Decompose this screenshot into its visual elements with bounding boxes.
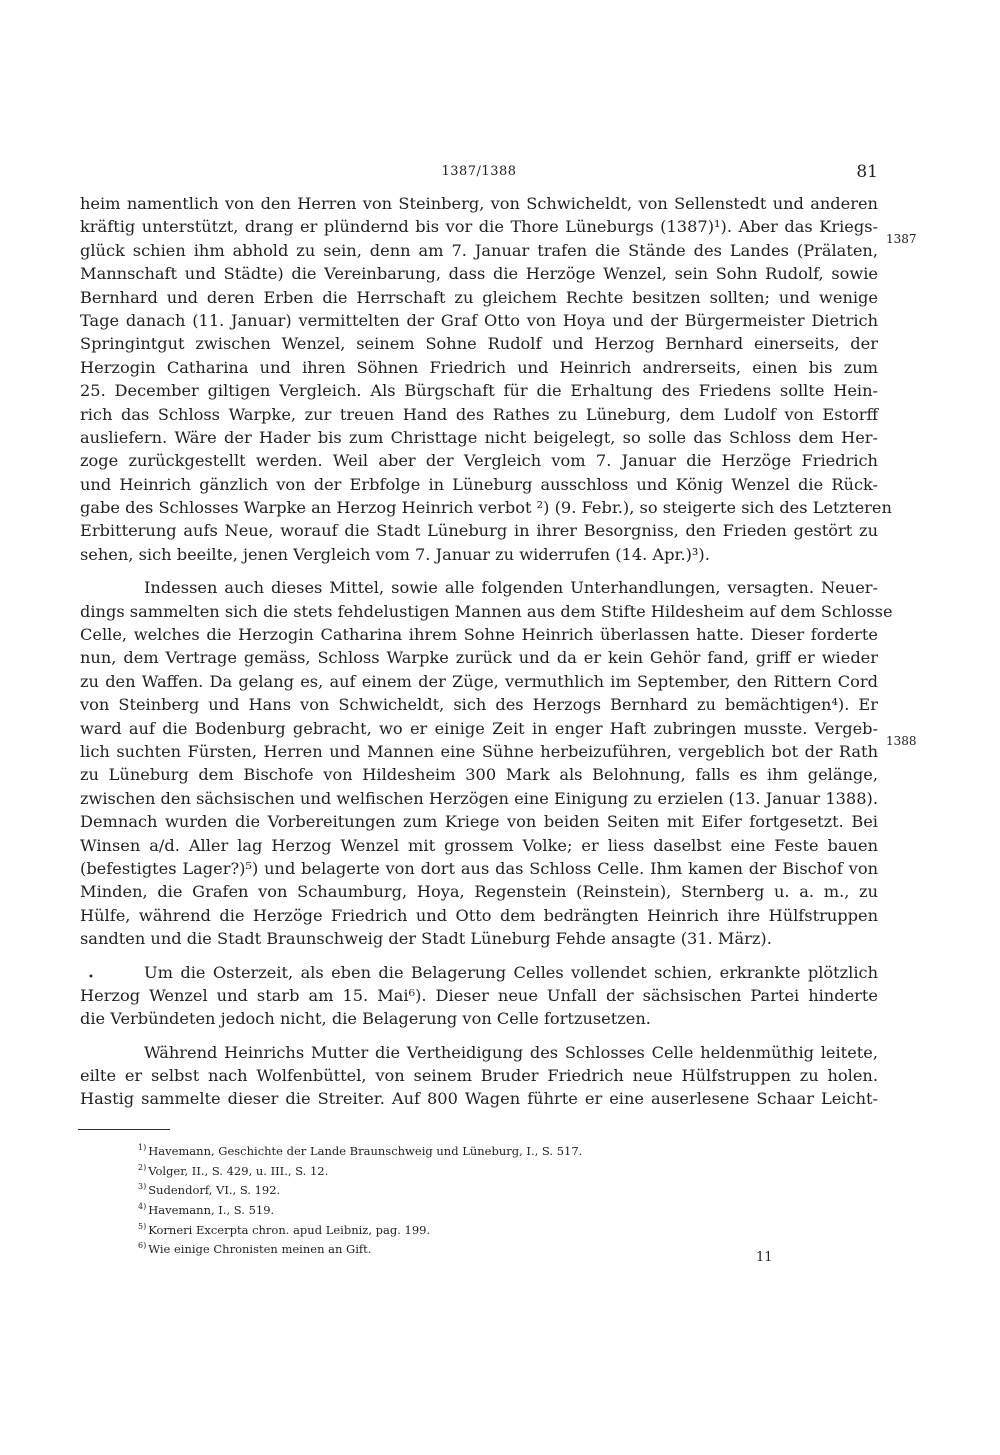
page-number: 81	[856, 162, 878, 182]
text-line: und Heinrich gänzlich von der Erbfolge in Lüneburg ausschloss und König Wenzel die Rück-	[80, 474, 878, 494]
text-line: Herzog Wenzel und starb am 15. Mai⁶). Dieser neue Unfall der sächsischen Partei hinderte	[80, 985, 878, 1005]
text-line: von Steinberg und Hans von Schwicheldt, sich des Herzogs Bernhard zu bemächtigen⁴). Er	[80, 695, 878, 715]
margin-note-year: 1388	[886, 734, 917, 748]
text-line: zwischen den sächsischen und welfischen Herzögen eine Einigung zu erzielen (13. Januar 1388).	[80, 788, 878, 808]
text-line: zoge zurückgestellt werden. Weil aber der Vergleich vom 7. Januar die Herzöge Friedrich	[80, 451, 878, 471]
text-line: Erbitterung aufs Neue, worauf die Stadt Lüneburg in ihrer Besorgniss, den Frieden gestört zu	[80, 521, 878, 541]
footnote-text: Sudendorf, VI., S. 192.	[148, 1183, 281, 1198]
footnote	[138, 1199, 738, 1219]
text-line: Minden, die Grafen von Schaumburg, Hoya, Regenstein (Reinstein), Sternberg u. a. m., zu	[80, 882, 878, 902]
footnote	[138, 1140, 738, 1160]
text-line: eilte er selbst nach Wolfenbüttel, von seinem Bruder Friedrich neue Hülfstruppen zu holen.	[80, 1066, 878, 1086]
text-line: Winsen a/d. Aller lag Herzog Wenzel mit grossem Volke; er liess daselbst eine Feste bauen	[80, 835, 878, 855]
text-line: sehen, sich beeilte, jenen Vergleich vom 7. Januar zu widerrufen (14. Apr.)³).	[80, 544, 710, 564]
text-line: (befestigtes Lager?)⁵) und belagerte von dort aus das Schloss Celle. Ihm kamen der Bischof von	[80, 858, 878, 878]
text-line: Indessen auch dieses Mittel, sowie alle folgenden Unterhandlungen, versagten. Neuer-	[144, 578, 878, 598]
margin-bullet-mark: •	[88, 972, 94, 983]
text-line: Mannschaft und Städte) die Vereinbarung, dass die Herzöge Wenzel, sein Sohn Rudolf, sowie	[80, 264, 878, 284]
text-line: Bernhard und deren Erben die Herrschaft zu gleichem Rechte besitzen sollten; und wenige	[80, 287, 878, 307]
text-line: Hülfe, während die Herzöge Friedrich und Otto dem bedrängten Heinrich ihre Hülfstruppen	[80, 905, 878, 925]
text-line: gabe des Schlosses Warpke an Herzog Heinrich verbot ²) (9. Febr.), so steigerte sich des Letzteren	[80, 498, 892, 518]
text-line: Springintgut zwischen Wenzel, seinem Sohne Rudolf und Herzog Bernhard einerseits, der	[80, 334, 878, 354]
footnote-text: Wie einige Chronisten meinen an Gift.	[148, 1241, 372, 1256]
paragraph-gap	[80, 951, 878, 961]
paragraph-gap	[80, 1031, 878, 1041]
footnote-mark: 4)	[138, 1201, 147, 1211]
text-line: ward auf die Bodenburg gebracht, wo er einige Zeit in enger Haft zubringen musste. Vergeb-	[80, 718, 878, 738]
text-line: Demnach wurden die Vorbereitungen zum Kriege von beiden Seiten mit Eifer fortgesetzt. Bei	[80, 812, 878, 832]
text-line: sandten und die Stadt Braunschweig der Stadt Lüneburg Fehde ansagte (31. März).	[80, 929, 772, 949]
text-line: rich das Schloss Warpke, zur treuen Hand des Rathes zu Lüneburg, dem Ludolf von Estorff	[80, 404, 878, 424]
footnote-divider	[78, 1129, 170, 1130]
header-years: 1387/1388	[441, 164, 517, 179]
text-line: Tage danach (11. Januar) vermittelten der Graf Otto von Hoya und der Bürgermeister Dietrich	[80, 310, 878, 330]
footnote-mark: 2)	[138, 1162, 147, 1172]
footnote-mark: 5)	[138, 1221, 147, 1231]
text-line: nun, dem Vertrage gemäss, Schloss Warpke zurück und da er kein Gehör fand, griff er wieder	[80, 648, 878, 668]
text-line: Celle, welches die Herzogin Catharina ihrem Sohne Heinrich überlassen hatte. Dieser forderte	[80, 625, 878, 645]
footnote-mark: 1)	[138, 1143, 147, 1152]
text-line: Herzogin Catharina und ihren Söhnen Friedrich und Heinrich andrerseits, einen bis zum	[80, 357, 878, 377]
text-line: Hastig sammelte dieser die Streiter. Auf 800 Wagen führte er eine auserlesene Schaar Leicht-	[80, 1089, 878, 1109]
text-line: 25. December giltigen Vergleich. Als Bürgschaft für die Erhaltung des Friedens sollte Hein-	[80, 381, 878, 401]
text-line: dings sammelten sich die stets fehdelustigen Mannen aus dem Stifte Hildesheim auf dem Schlosse	[80, 601, 893, 621]
body-text	[80, 192, 893, 1111]
signature-mark: 11	[756, 1250, 773, 1265]
running-header	[80, 160, 878, 188]
paragraph-gap	[80, 566, 878, 576]
footnote-mark: 3)	[138, 1182, 147, 1192]
footnote	[138, 1160, 738, 1180]
footnotes	[138, 1140, 738, 1258]
footnote	[138, 1219, 738, 1239]
margin-note-year: 1387	[886, 232, 917, 246]
footnote	[138, 1179, 738, 1199]
text-line: kräftig unterstützt, drang er plündernd bis vor die Thore Lüneburgs (1387)¹). Aber das Kriegs-	[80, 217, 878, 237]
text-line: ausliefern. Wäre der Hader bis zum Christtage nicht beigelegt, so solle das Schloss dem Her-	[80, 427, 878, 447]
footnote-text: Havemann, Geschichte der Lande Braunschweig und Lüneburg, I., S. 517.	[148, 1143, 583, 1158]
footnote-text: Korneri Excerpta chron. apud Leibniz, pag. 199.	[148, 1222, 431, 1237]
text-line: heim namentlich von den Herren von Steinberg, von Schwicheldt, von Sellenstedt und anderen	[80, 194, 878, 213]
text-line: Während Heinrichs Mutter die Vertheidigung des Schlosses Celle heldenmüthig leitete,	[144, 1042, 878, 1062]
text-line: zu Lüneburg dem Bischofe von Hildesheim 300 Mark als Belohnung, falls es ihm gelänge,	[80, 765, 878, 785]
footnote	[138, 1238, 738, 1258]
text-line: Um die Osterzeit, als eben die Belagerung Celles vollendet schien, erkrankte plötzlich	[144, 962, 878, 982]
text-line: die Verbündeten jedoch nicht, die Belagerung von Celle fortzusetzen.	[80, 1009, 651, 1029]
text-line: lich suchten Fürsten, Herren und Mannen eine Sühne herbeizuführen, vergeblich bot der Rath	[80, 741, 878, 761]
footnote-mark: 6)	[138, 1241, 147, 1251]
footnote-text: Havemann, I., S. 519.	[148, 1202, 275, 1217]
text-line: zu den Waffen. Da gelang es, auf einem der Züge, vermuthlich im September, den Rittern Cord	[80, 671, 878, 691]
footnote-text: Volger, II., S. 429, u. III., S. 12.	[148, 1163, 329, 1178]
text-line: glück schien ihm abhold zu sein, denn am 7. Januar trafen die Stände des Landes (Prälaten,	[80, 240, 878, 260]
